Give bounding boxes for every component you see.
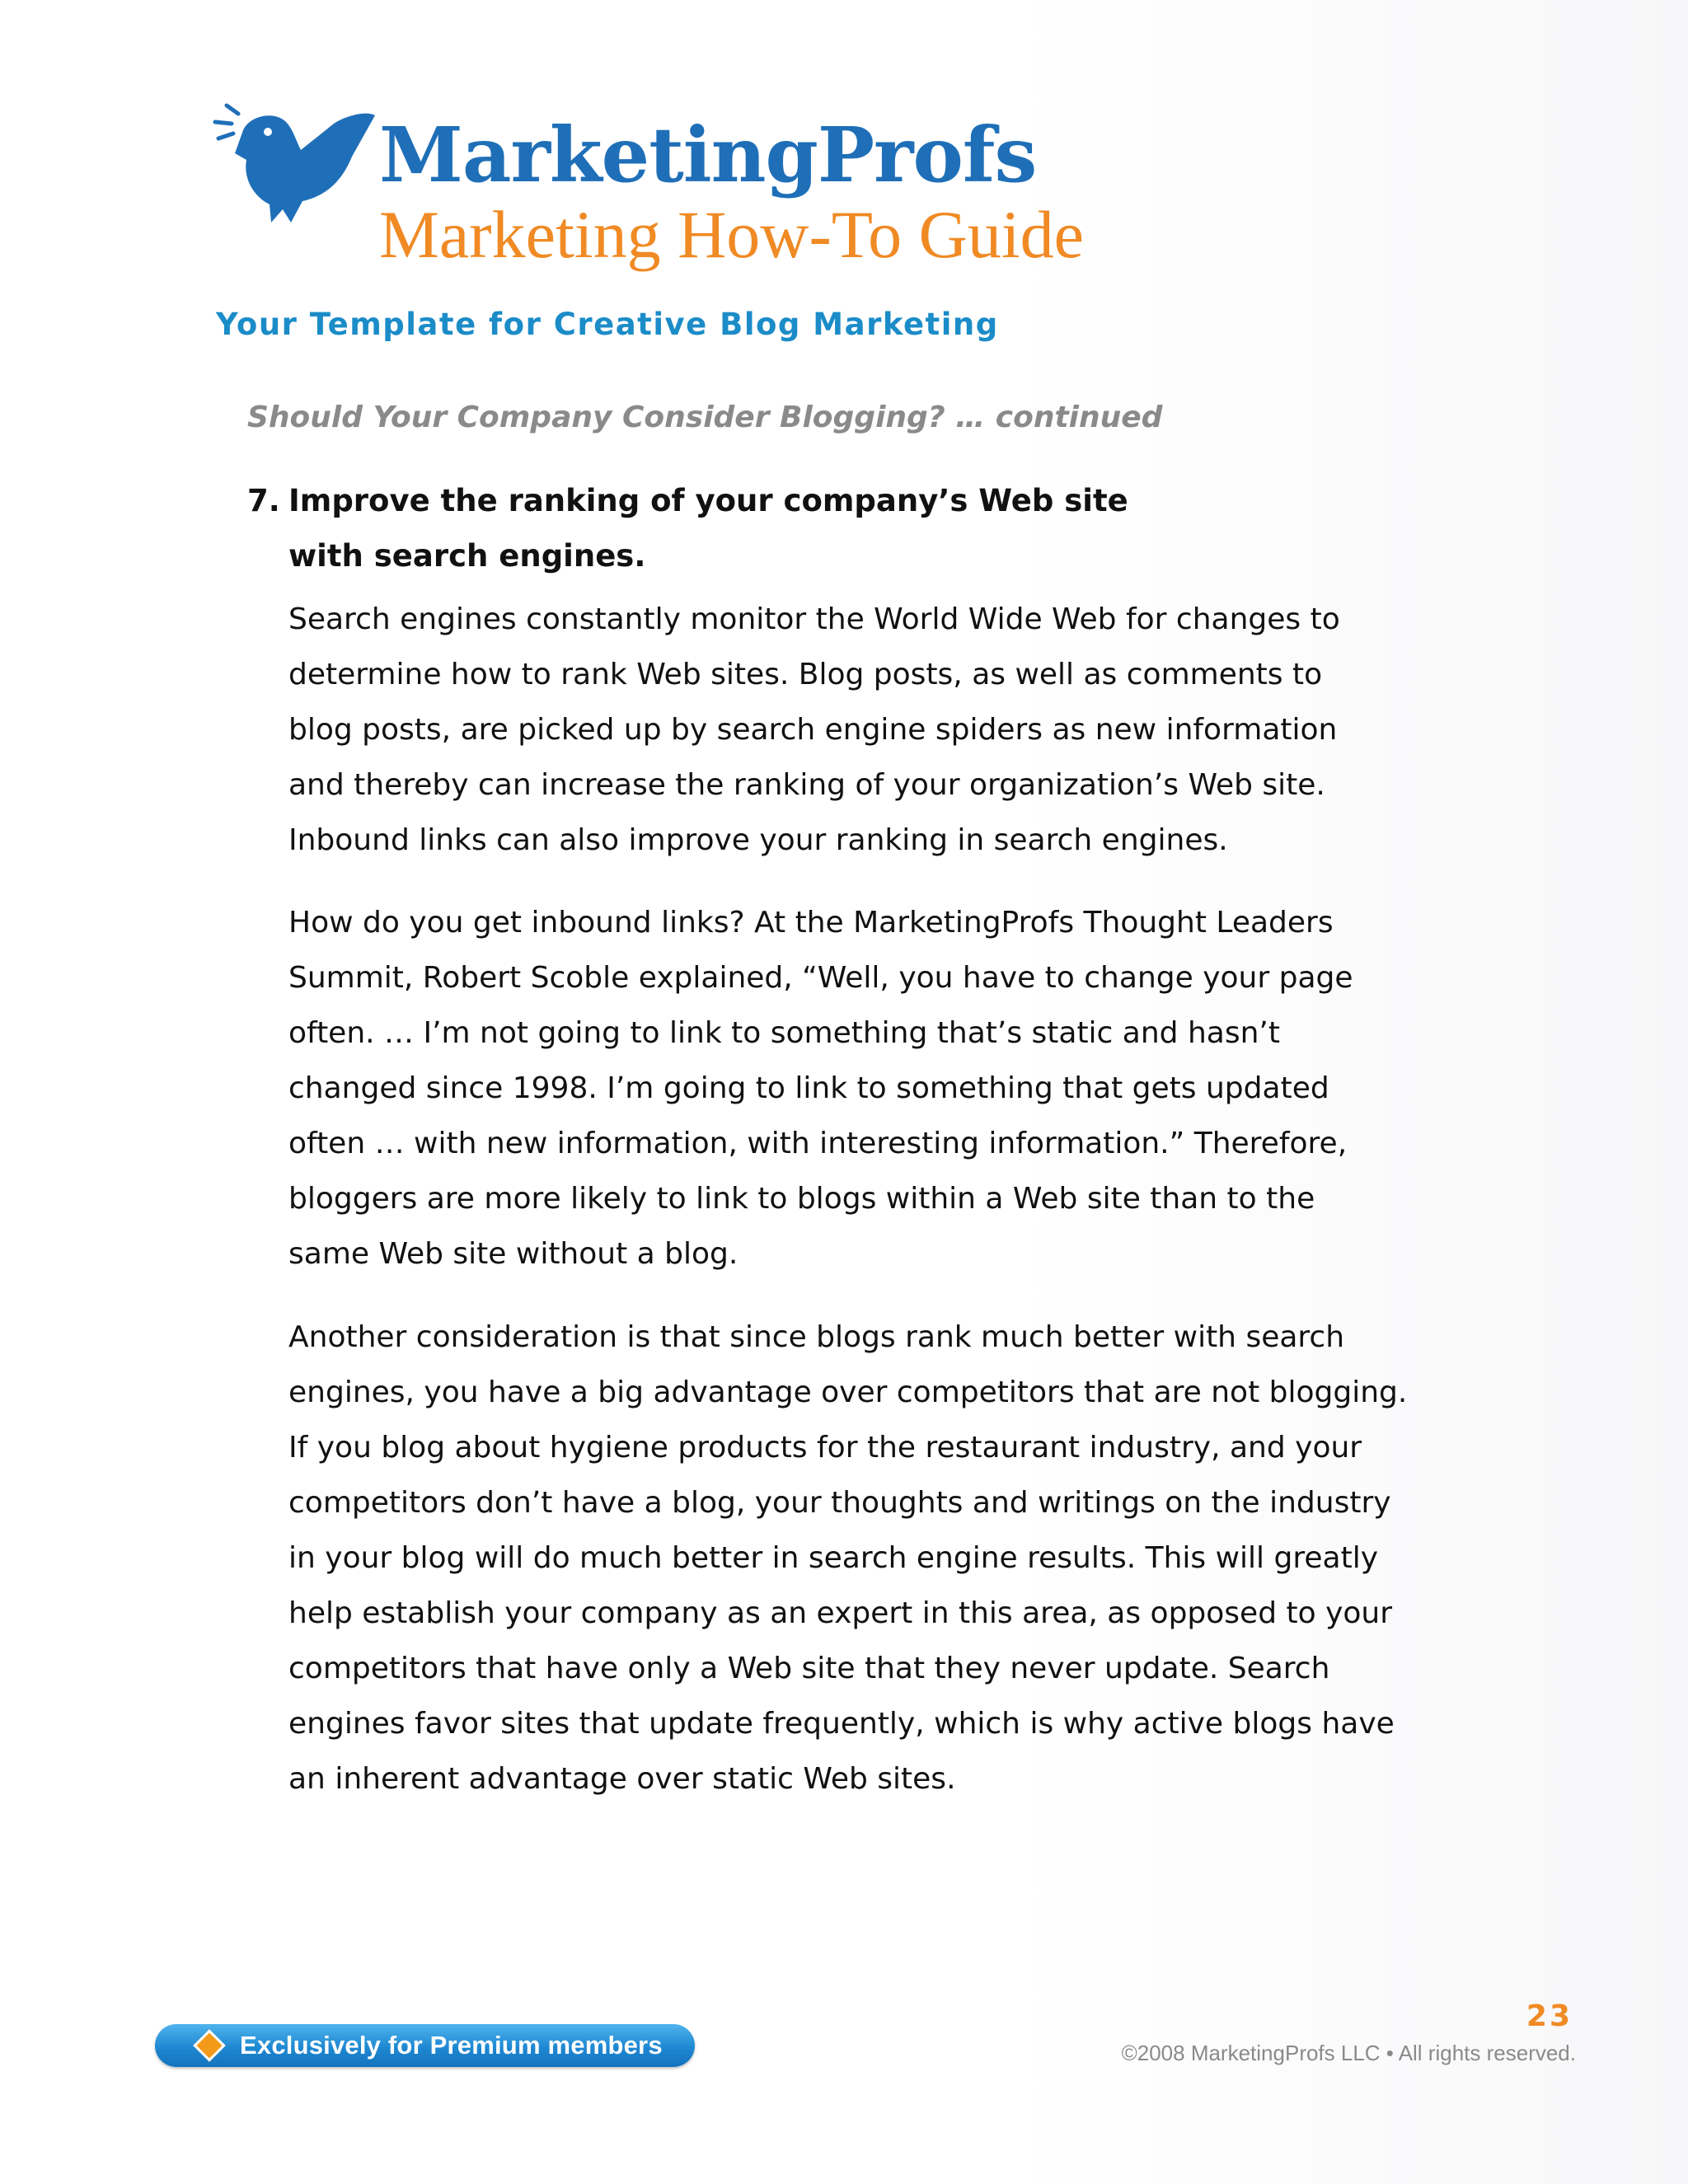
section-heading: Should Your Company Consider Blogging? … continued: [247, 401, 1163, 434]
paragraph: Another consideration is that since blogs rank much better with search engines, you have a big advantage over competitors that are not blogging. If you blog about hygiene products for the restaurant industry, and your competitors don’t have a blog, your thoughts and writings on the industry in your blog will do much better in search engine results. This will greatly help establish your company as an expert in this area, as opposed to your competitors that have only a Web site that they never update. Search engines favor sites that update frequently, which is why active blogs have an inherent advantage over static Web sites.: [288, 1320, 1408, 1796]
brand-name: MarketingProfs: [379, 110, 1037, 199]
document-title: Your Template for Creative Blog Marketing: [216, 307, 999, 342]
guide-subtitle: Marketing How-To Guide: [379, 197, 1085, 272]
item-heading-line1: Improve the ranking of your company’s Web site: [288, 483, 1128, 518]
copyright-notice: ©2008 MarketingProfs LLC • All rights reserved.: [1121, 2041, 1576, 2065]
item-number: 7.: [247, 483, 280, 518]
premium-members-badge[interactable]: [155, 2024, 695, 2067]
diamond-icon: [193, 2029, 226, 2062]
marketingprofs-logo: [210, 99, 1117, 280]
bird-icon: [210, 99, 383, 231]
paragraph: Search engines constantly monitor the World Wide Web for changes to determine how to rank Web sites. Blog posts, as well as comments to blog posts, are picked up by search engine spiders as new information and thereby can increase the ranking of your organization’s Web site. Inbound links can also improve your ranking in search engines.: [288, 602, 1340, 857]
page-number: 23: [1526, 1999, 1573, 2033]
item-heading: [247, 473, 1128, 583]
paragraph: How do you get inbound links? At the MarketingProfs Thought Leaders Summit, Robert Scoble explained, “Well, you have to change your page often. … I’m not going to link to something that’s static and hasn’t changed since 1998. I’m going to link to something that gets updated often … with new information, with interesting information.” Therefore, bloggers are more likely to link to blogs within a Web site than to the same Web site without a blog.: [288, 906, 1353, 1271]
item-heading-line2: with search engines.: [288, 538, 646, 574]
premium-label: Exclusively for Premium members: [240, 2031, 663, 2060]
